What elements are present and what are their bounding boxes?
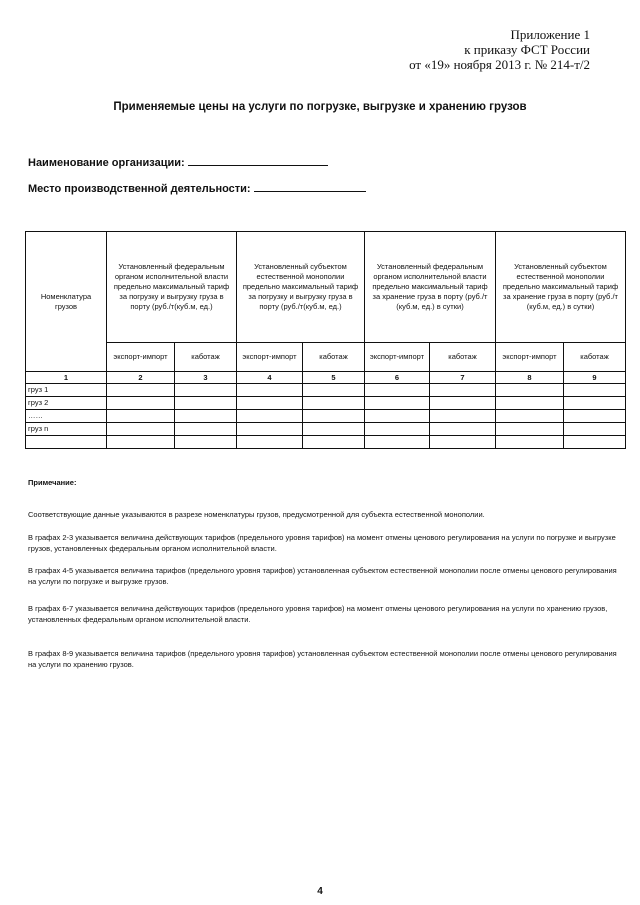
table-cell bbox=[237, 397, 303, 410]
column-number: 8 bbox=[496, 372, 564, 384]
table-cell bbox=[496, 436, 564, 449]
table-cell bbox=[237, 423, 303, 436]
subheader-cabotage: каботаж bbox=[430, 343, 496, 372]
header-federal-storage: Установленный федеральным органом исполнительной власти предельно максимальный тариф за хранение груза в порту (руб./т (куб.м, ед.) в сутки) bbox=[365, 232, 496, 343]
table-cell bbox=[175, 423, 237, 436]
note-paragraph-5: В графах 8-9 указывается величина тарифов (предельного уровня тарифов) установленная субъектом естественной монополии после отмены ценового регулирования на услуги по хранению грузов. bbox=[28, 649, 617, 669]
row-label: груз 1 bbox=[26, 384, 107, 397]
table-row bbox=[26, 423, 626, 436]
subheader-cabotage: каботаж bbox=[175, 343, 237, 372]
table-cell bbox=[303, 436, 365, 449]
table-cell bbox=[175, 397, 237, 410]
table-cell bbox=[237, 384, 303, 397]
table-row bbox=[26, 436, 626, 449]
table-cell bbox=[564, 397, 626, 410]
table-cell bbox=[237, 436, 303, 449]
organization-field bbox=[28, 155, 328, 169]
column-number: 3 bbox=[175, 372, 237, 384]
table-cell bbox=[107, 410, 175, 423]
location-field bbox=[28, 181, 366, 195]
note-paragraph-3: В графах 4-5 указывается величина тарифов (предельного уровня тарифов) установленная субъектом естественной монополии после отмены ценового регулирования на услуги по погрузке и выгрузке грузов. bbox=[28, 566, 617, 586]
header-nomenclature: Номенклатура грузов bbox=[26, 232, 107, 372]
appendix-line-3: от «19» ноября 2013 г. № 214-т/2 bbox=[409, 57, 590, 72]
organization-blank-line bbox=[188, 155, 328, 166]
header-monopoly-loading: Установленный субъектом естественной монополии предельно максимальный тариф за погрузку и выгрузку груза в порту (руб./т(куб.м, ед.) bbox=[237, 232, 365, 343]
appendix-line-2: к приказу ФСТ России bbox=[464, 42, 590, 57]
tariff-table bbox=[25, 231, 626, 449]
table-cell bbox=[430, 423, 496, 436]
table-cell bbox=[107, 436, 175, 449]
table-cell bbox=[496, 397, 564, 410]
column-number: 4 bbox=[237, 372, 303, 384]
table-cell bbox=[175, 410, 237, 423]
subheader-export-import: экспорт-импорт bbox=[496, 343, 564, 372]
table-cell bbox=[107, 384, 175, 397]
table-cell bbox=[496, 384, 564, 397]
column-number: 5 bbox=[303, 372, 365, 384]
subheader-export-import: экспорт-импорт bbox=[237, 343, 303, 372]
location-blank-line bbox=[254, 181, 366, 192]
table-cell bbox=[430, 384, 496, 397]
row-label: …… bbox=[26, 410, 107, 423]
document-title: Применяемые цены на услуги по погрузке, выгрузке и хранению грузов bbox=[113, 101, 527, 113]
table-header-row bbox=[26, 232, 626, 343]
column-number-row bbox=[26, 372, 626, 384]
table-cell bbox=[365, 384, 430, 397]
table-cell bbox=[430, 397, 496, 410]
column-number: 9 bbox=[564, 372, 626, 384]
subheader-cabotage: каботаж bbox=[303, 343, 365, 372]
table-cell bbox=[496, 423, 564, 436]
table-cell bbox=[303, 423, 365, 436]
table-cell bbox=[496, 410, 564, 423]
location-label: Место производственной деятельности: bbox=[28, 183, 251, 195]
table-subheader-row bbox=[26, 343, 626, 372]
subheader-export-import: экспорт-импорт bbox=[107, 343, 175, 372]
note-paragraph-1: Соответствующие данные указываются в разрезе номенклатуры грузов, предусмотренной для субъекта естественной монополии. bbox=[28, 510, 485, 519]
table-cell bbox=[430, 410, 496, 423]
column-number: 7 bbox=[430, 372, 496, 384]
organization-label: Наименование организации: bbox=[28, 157, 185, 169]
table-cell bbox=[365, 410, 430, 423]
table-cell bbox=[303, 397, 365, 410]
header-monopoly-storage: Установленный субъектом естественной монополии предельно максимальный тариф за хранение груза в порту (руб./т (куб.м, ед.) в сутки) bbox=[496, 232, 626, 343]
table-cell bbox=[564, 423, 626, 436]
table-cell bbox=[303, 384, 365, 397]
appendix-header bbox=[350, 27, 590, 72]
notes-title: Примечание: bbox=[28, 478, 77, 487]
table-row bbox=[26, 397, 626, 410]
table-cell bbox=[564, 384, 626, 397]
table-cell bbox=[365, 423, 430, 436]
table-cell bbox=[430, 436, 496, 449]
header-federal-loading: Установленный федеральным органом исполнительной власти предельно максимальный тариф за погрузку и выгрузку груза в порту (руб./т(куб.м, ед.) bbox=[107, 232, 237, 343]
column-number: 6 bbox=[365, 372, 430, 384]
table-row bbox=[26, 384, 626, 397]
table-cell bbox=[175, 384, 237, 397]
page-number: 4 bbox=[317, 886, 323, 897]
table-cell bbox=[107, 397, 175, 410]
row-label: груз 2 bbox=[26, 397, 107, 410]
table-cell bbox=[107, 423, 175, 436]
column-number: 2 bbox=[107, 372, 175, 384]
note-paragraph-4: В графах 6-7 указывается величина действующих тарифов (предельного уровня тарифов) на момент отмены ценового регулирования на услуги по хранению грузов, установленных федеральным органом исполнительной власти. bbox=[28, 604, 608, 624]
row-label bbox=[26, 436, 107, 449]
table-cell bbox=[564, 410, 626, 423]
table-row bbox=[26, 410, 626, 423]
table-cell bbox=[175, 436, 237, 449]
subheader-export-import: экспорт-импорт bbox=[365, 343, 430, 372]
row-label: груз n bbox=[26, 423, 107, 436]
table-cell bbox=[365, 436, 430, 449]
appendix-line-1: Приложение 1 bbox=[510, 27, 590, 42]
table-cell bbox=[365, 397, 430, 410]
table-cell bbox=[303, 410, 365, 423]
subheader-cabotage: каботаж bbox=[564, 343, 626, 372]
table-cell bbox=[564, 436, 626, 449]
table-cell bbox=[237, 410, 303, 423]
column-number: 1 bbox=[26, 372, 107, 384]
note-paragraph-2: В графах 2-3 указывается величина действующих тарифов (предельного уровня тарифов) на момент отмены ценового регулирования на услуги по погрузке и выгрузке грузов, установленных федеральным органом исполнительной власти. bbox=[28, 533, 616, 553]
